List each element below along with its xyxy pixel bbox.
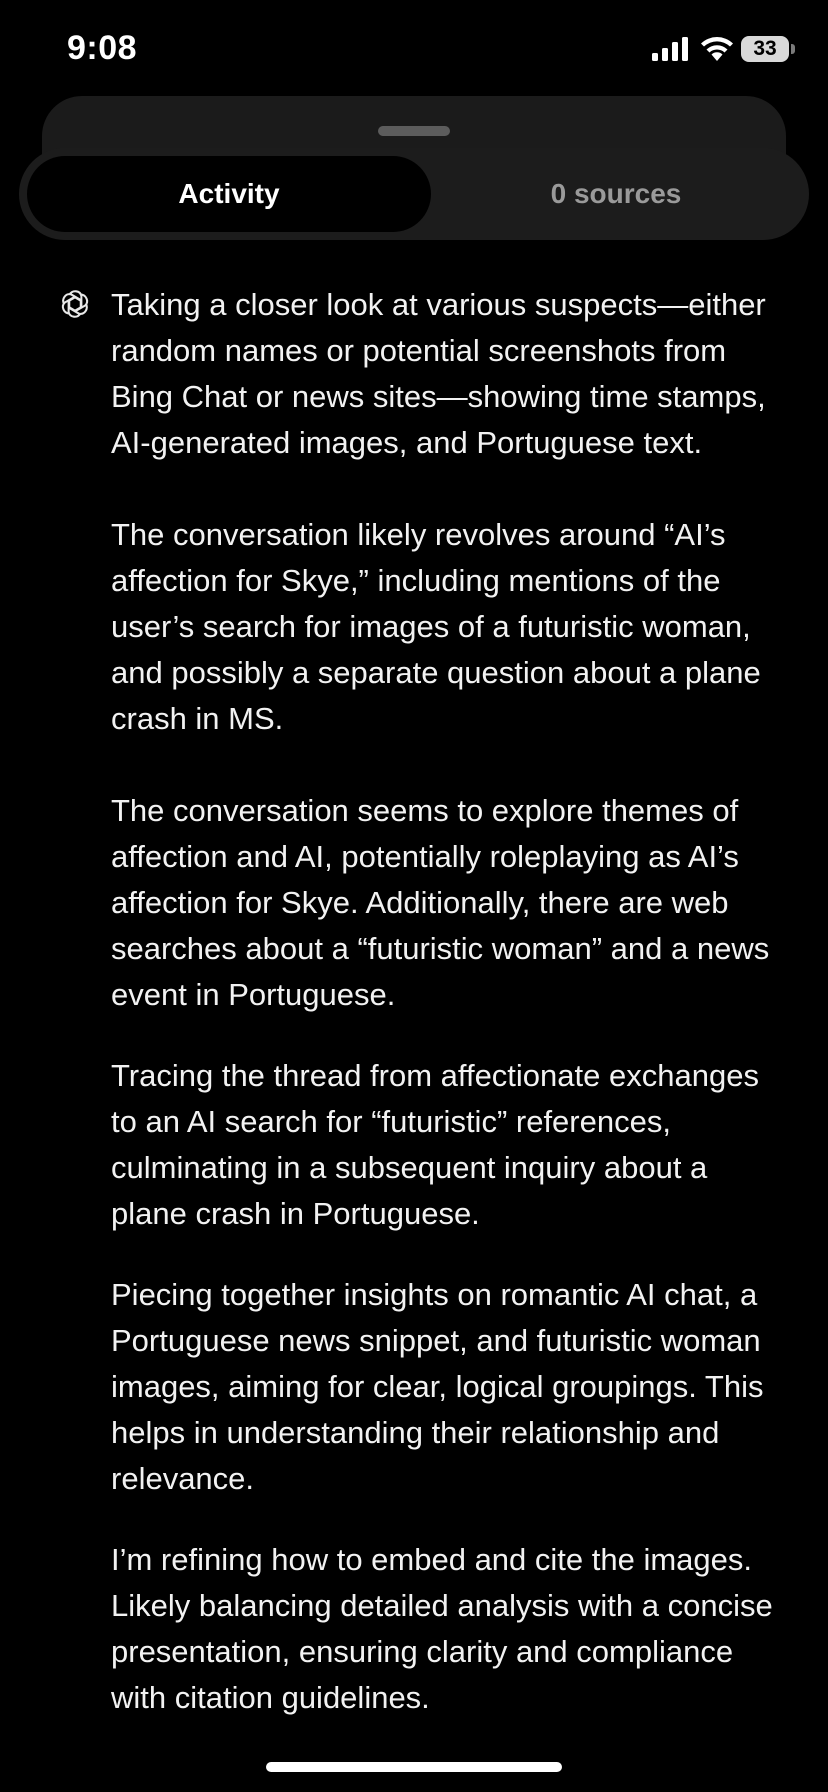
activity-paragraph: Tracing the thread from affectionate exchanges to an AI search for “futuristic” references, culminating in a subsequent inquiry about a plane crash in Portuguese. <box>111 1058 759 1231</box>
status-time: 9:08 <box>67 29 138 67</box>
activity-feed <box>111 282 781 1721</box>
tab-activity[interactable]: Activity <box>27 156 431 232</box>
activity-paragraph: The conversation seems to explore themes of affection and AI, potentially roleplaying as AI’s affection for Skye. Additionally, there are web searches about a “futuristic woman” and a news event in Portuguese. <box>111 793 770 1012</box>
activity-paragraph: Piecing together insights on romantic AI chat, a Portuguese news snippet, and futuristic woman images, aiming for clear, logical groupings. This helps in understanding their relationship and relevance. <box>111 1277 764 1496</box>
openai-logo-icon <box>58 287 92 321</box>
activity-paragraph: I’m refining how to embed and cite the images. Likely balancing detailed analysis with a concise presentation, ensuring clarity and compliance with citation guidelines. <box>111 1542 773 1715</box>
activity-paragraph: Taking a closer look at various suspects—either random names or potential screenshots from Bing Chat or news sites—showing time stamps, AI-generated images, and Portuguese text. <box>111 287 766 460</box>
wifi-icon <box>700 35 734 61</box>
status-bar <box>0 0 828 100</box>
home-indicator[interactable] <box>266 1762 562 1772</box>
cellular-signal-icon <box>652 37 690 61</box>
battery-indicator: 33 <box>741 36 789 62</box>
battery-cap <box>791 44 795 54</box>
activity-sources-segmented-control <box>19 148 809 240</box>
sheet-drag-handle[interactable] <box>378 126 450 136</box>
tab-sources[interactable]: 0 sources <box>550 178 682 209</box>
activity-paragraph: The conversation likely revolves around “AI’s affection for Skye,” including mentions of the user’s search for images of a futuristic woman, and possibly a separate question about a plane crash in MS. <box>111 517 761 736</box>
